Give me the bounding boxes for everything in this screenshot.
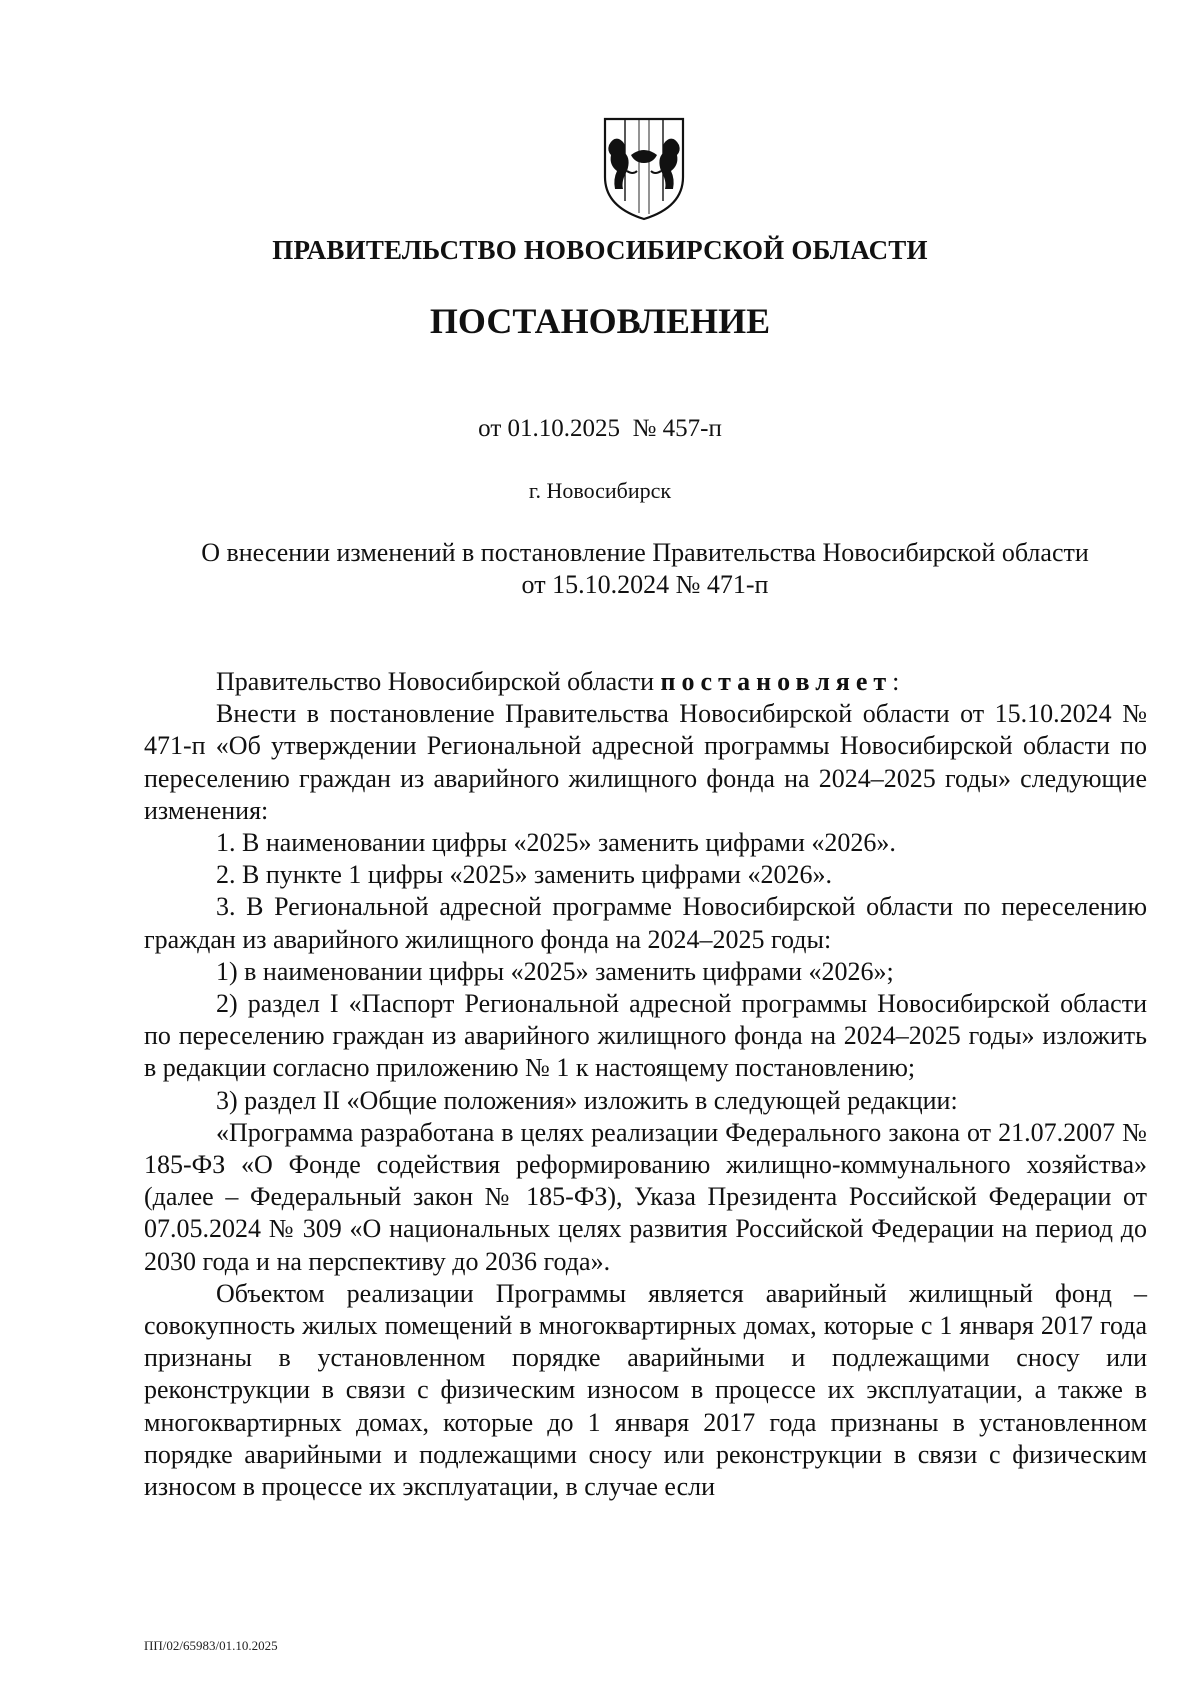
city: г. Новосибирск [528,478,672,503]
paragraph: Внести в постановление Правительства Новосибирской области от 15.10.2024 № 471-п «Об утверждении Региональной адресной программы Новосибирской области по переселению граждан из аварийного жилищного фонда на 2024–2025 годы» следующие изменения: [144,699,1147,825]
subject-line-1: О внесении изменений в постановление Правительства Новосибирской области [201,538,1089,567]
paragraph: 3) раздел II «Общие положения» изложить в следующей редакции: [216,1085,958,1115]
coat-of-arms-icon [601,115,687,221]
footer-code: ПП/02/65983/01.10.2025 [144,1638,278,1653]
preamble-colon: : [892,667,900,696]
preamble-text: Правительство Новосибирской области [216,667,661,696]
preamble [144,666,1147,698]
paragraph: «Программа разработана в целях реализации Федерального закона от 21.07.2007 № 185-ФЗ «О Фонде содействия реформированию жилищно-коммунального хозяйства» (далее – Федеральный закон № 185-ФЗ), Указа Президента Российской Федерации от 07.05.2024 № 309 «О национальных целях развития Российской Федерации на период до 2030 года и на перспективу до 2036 года». [144,1117,1147,1276]
paragraph: 2. В пункте 1 цифры «2025» заменить цифрами «2026». [216,860,832,890]
paragraph: 3. В Региональной адресной программе Новосибирской области по переселению граждан из аварийного жилищного фонда на 2024–2025 годы: [144,892,1147,954]
subject-line-2: от 15.10.2024 № 471-п [521,570,769,599]
paragraph: 1. В наименовании цифры «2025» заменить цифрами «2026». [216,828,896,858]
paragraph: 2) раздел I «Паспорт Региональной адресной программы Новосибирской области по переселению граждан из аварийного жилищного фонда на 2024–2025 годы» изложить в редакции согласно приложению № 1 к настоящему постановлению; [144,989,1147,1083]
preamble-keyword: постановляет [660,667,893,696]
organization-title: ПРАВИТЕЛЬСТВО НОВОСИБИРСКОЙ ОБЛАСТИ [272,235,928,265]
paragraph: 1) в наименовании цифры «2025» заменить цифрами «2026»; [216,956,894,986]
document-type: ПОСТАНОВЛЕНИЕ [429,301,771,341]
subject [140,537,1150,601]
date-number: от 01.10.2025 № 457-п [478,415,722,442]
paragraph: Объектом реализации Программы является аварийный жилищный фонд – совокупность жилых помещений в многоквартирных домах, которые с 1 января 2017 года признаны в установленном порядке аварийными и подлежащими сносу или реконструкции в связи с физическим износом в процессе их эксплуатации, а также в многоквартирных домах, которые до 1 января 2017 года признаны в установленном порядке аварийными и подлежащими сносу или реконструкции в связи с физическим износом в процессе их эксплуатации, в случае если [144,1278,1147,1502]
document-body [144,666,1147,1503]
